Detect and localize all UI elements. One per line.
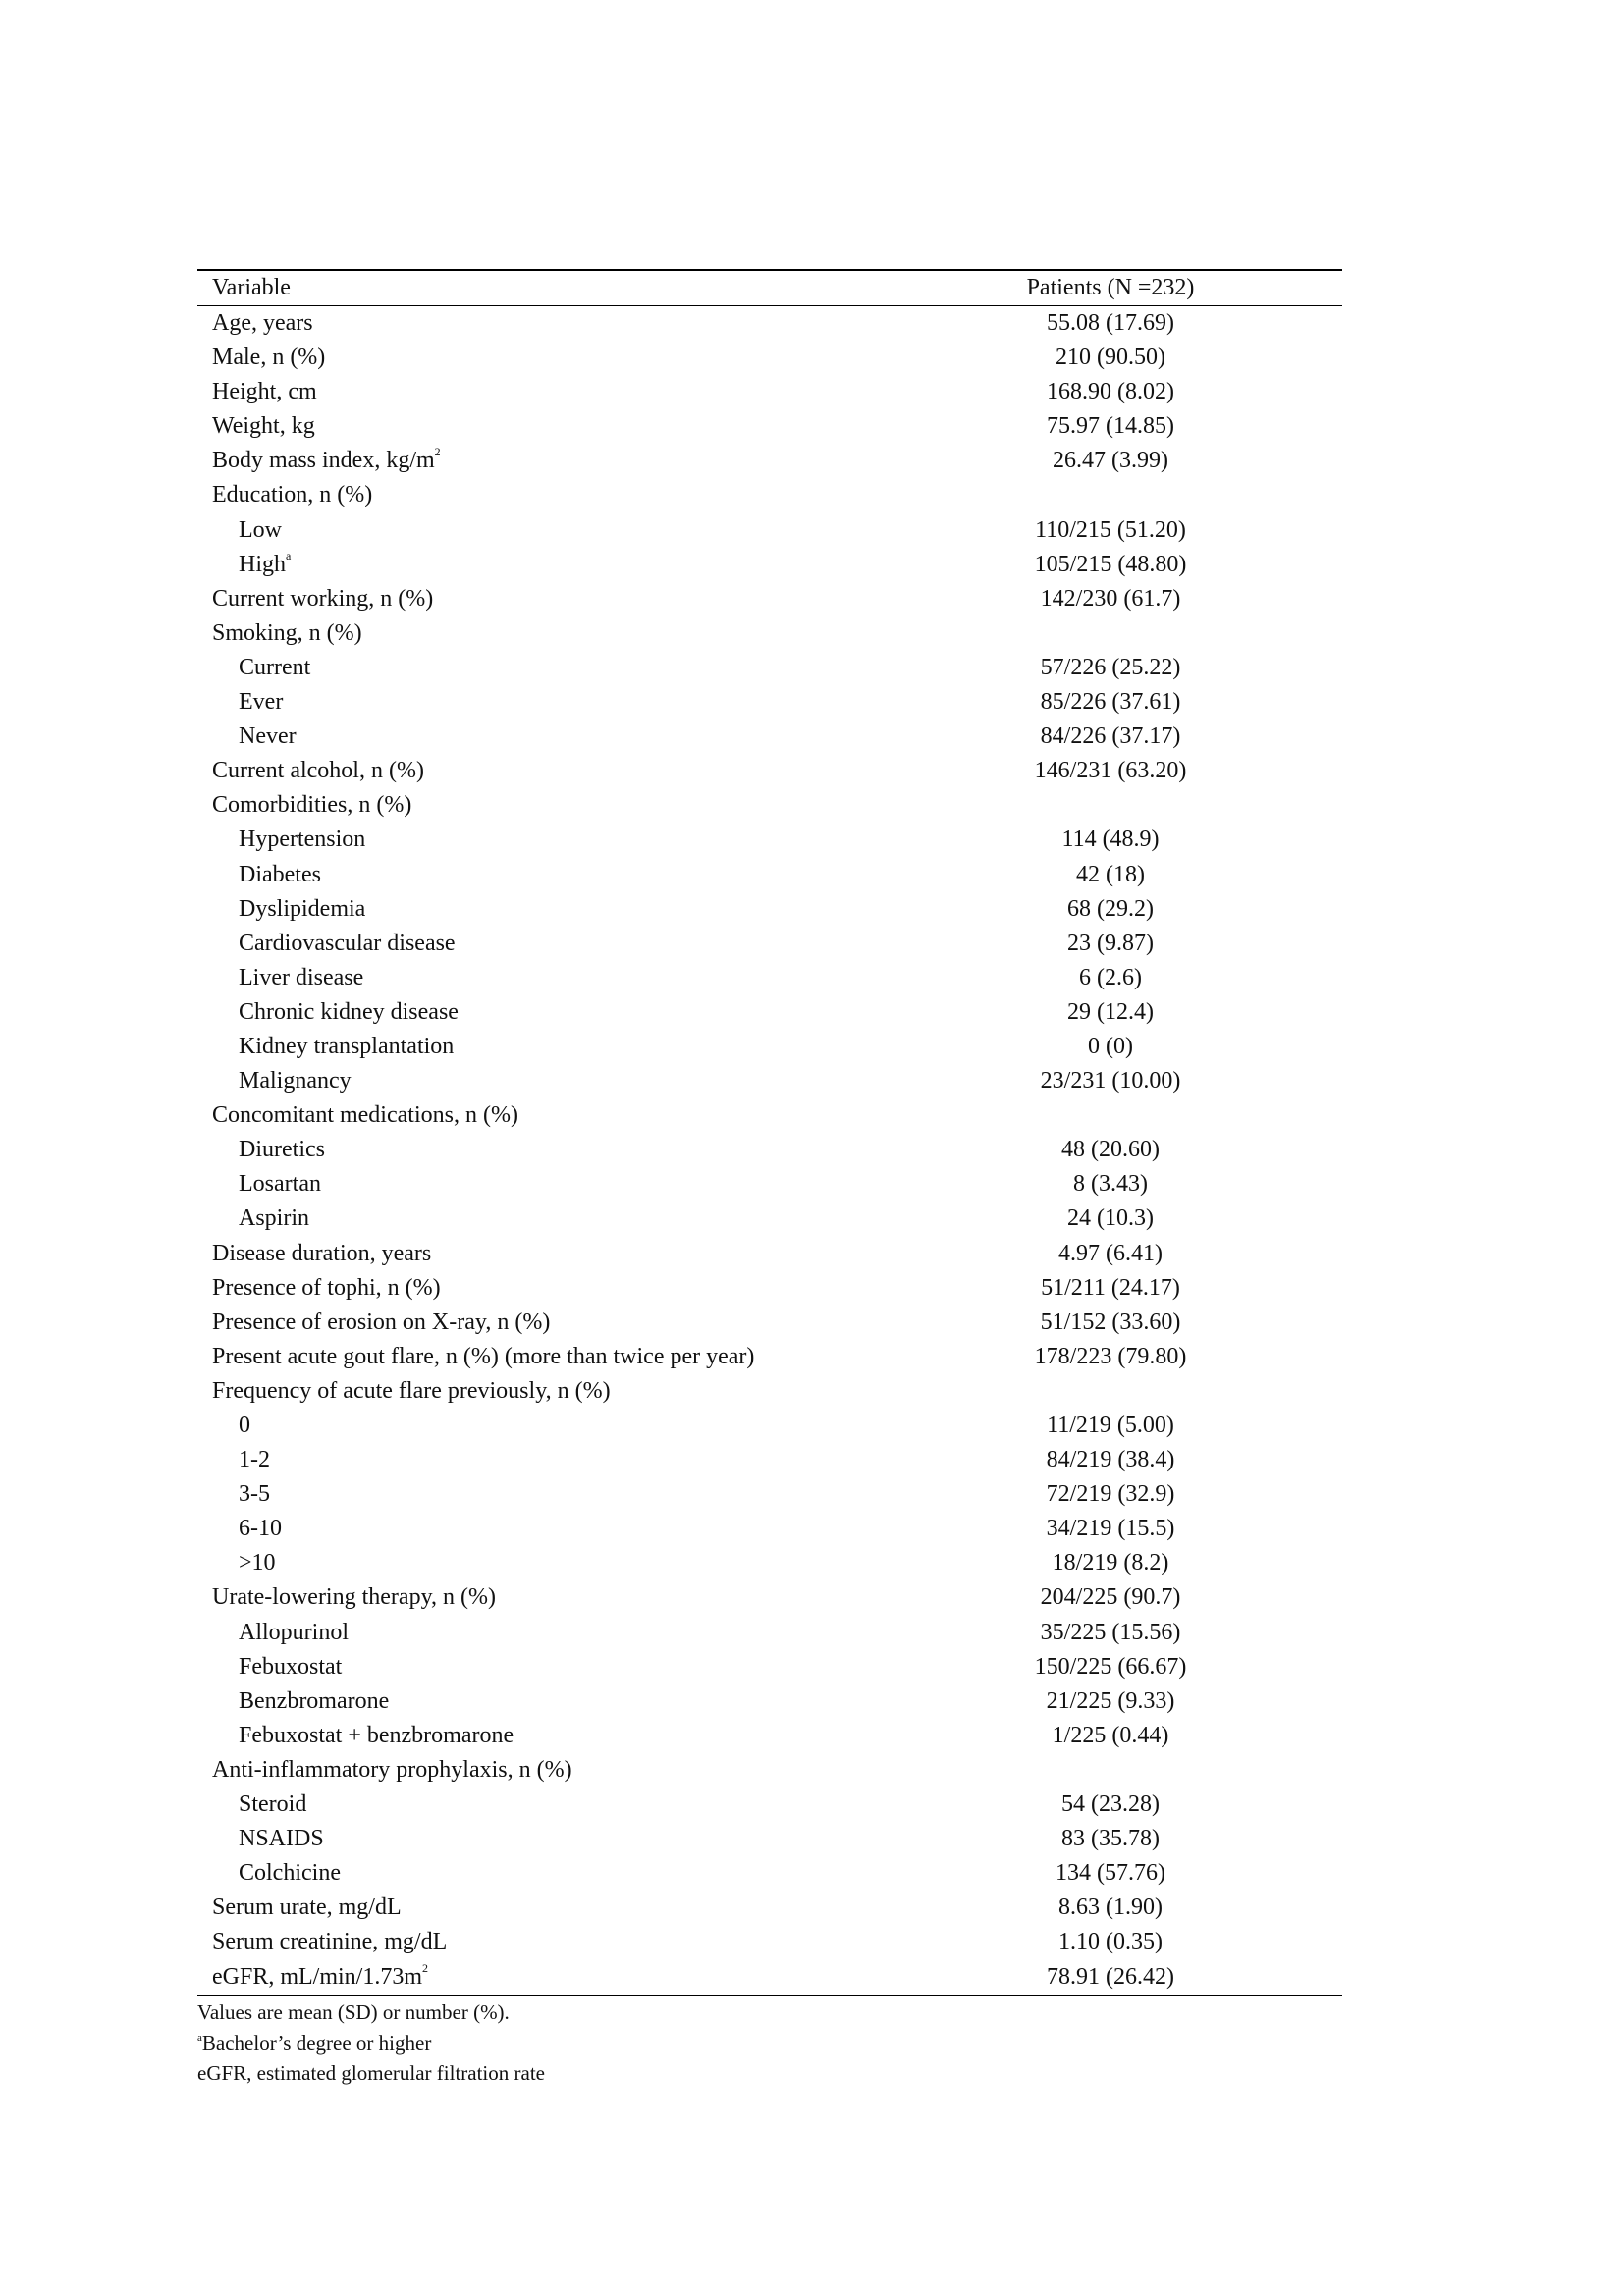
footnote [197, 2058, 545, 2089]
row-label-text: Diabetes [239, 861, 321, 887]
row-label [239, 1167, 321, 1201]
table-row [197, 375, 1342, 409]
row-label [239, 1477, 270, 1512]
row-label [212, 478, 372, 512]
row-label-text: Kidney transplantation [239, 1033, 455, 1059]
table-row [197, 1201, 1342, 1236]
row-label-text: Presence of erosion on X-ray, n (%) [212, 1308, 551, 1335]
row-label-text: Current alcohol, n (%) [212, 758, 424, 784]
table-row [197, 582, 1342, 616]
row-label [212, 1271, 441, 1306]
row-value: 110/215 (51.20) [1035, 516, 1186, 543]
row-label-text: Febuxostat [239, 1653, 343, 1680]
row-label [239, 1650, 342, 1684]
table-row [197, 685, 1342, 720]
row-label-superscript: 2 [434, 445, 441, 459]
row-label-text: 1-2 [239, 1447, 270, 1473]
row-label-text: Concomitant medications, n (%) [212, 1102, 518, 1129]
row-label-text: Current working, n (%) [212, 585, 434, 612]
row-label [239, 513, 282, 548]
row-label-text: Allopurinol [239, 1619, 349, 1645]
row-value: 84/219 (38.4) [1046, 1447, 1175, 1473]
row-label-superscript: a [286, 548, 292, 562]
row-value: 84/226 (37.17) [1040, 723, 1181, 750]
row-value: 134 (57.76) [1056, 1860, 1165, 1887]
row-label-text: 3-5 [239, 1481, 270, 1508]
row-label [239, 858, 321, 892]
row-label [212, 788, 411, 823]
table-row [197, 1374, 1342, 1409]
table-row [197, 1580, 1342, 1615]
row-label [239, 720, 297, 754]
row-label [212, 1580, 496, 1615]
table-row [197, 616, 1342, 651]
table-row [197, 513, 1342, 548]
row-value: 6 (2.6) [1079, 964, 1142, 990]
table-row [197, 1271, 1342, 1306]
header-variable: Variable [212, 275, 291, 300]
row-label-text: Low [239, 516, 282, 543]
footnote [197, 1998, 545, 2028]
table-row [197, 927, 1342, 961]
row-label [212, 444, 441, 478]
row-label [239, 1201, 309, 1236]
row-label-text: NSAIDS [239, 1826, 324, 1852]
row-value: 24 (10.3) [1067, 1205, 1154, 1232]
row-label [212, 1891, 402, 1925]
table-bottom-rule [197, 1995, 1342, 1996]
row-label [239, 961, 363, 995]
row-label [212, 375, 317, 409]
row-label-text: Anti-inflammatory prophylaxis, n (%) [212, 1756, 572, 1783]
table-row [197, 892, 1342, 927]
row-value: 54 (23.28) [1061, 1791, 1160, 1818]
row-label-text: Colchicine [239, 1860, 341, 1887]
row-label [239, 1546, 276, 1580]
row-value: 51/211 (24.17) [1041, 1274, 1180, 1301]
row-label [212, 1960, 428, 1995]
table-row [197, 1237, 1342, 1271]
row-value: 11/219 (5.00) [1047, 1413, 1174, 1438]
table-row [197, 1960, 1342, 1995]
row-value: 48 (20.60) [1061, 1137, 1160, 1163]
row-label [239, 1443, 270, 1477]
row-label [212, 1925, 447, 1959]
row-label-text: Body mass index, kg/m [212, 448, 435, 474]
row-label-text: Ever [239, 689, 284, 716]
table-row [197, 409, 1342, 444]
row-label-text: Disease duration, years [212, 1240, 432, 1266]
footnote-marker: a [197, 2032, 202, 2044]
table-row [197, 961, 1342, 995]
row-label-text: >10 [239, 1550, 276, 1576]
row-label [239, 1409, 250, 1443]
row-value: 21/225 (9.33) [1046, 1687, 1175, 1714]
table-row [197, 1719, 1342, 1753]
row-value: 1/225 (0.44) [1052, 1722, 1169, 1748]
table-row [197, 1616, 1342, 1650]
row-value: 105/215 (48.80) [1034, 551, 1187, 577]
row-label [239, 1133, 325, 1167]
row-label-text: Benzbromarone [239, 1687, 390, 1714]
row-label [212, 1374, 611, 1409]
row-label-text: Chronic kidney disease [239, 998, 459, 1025]
table-row [197, 1133, 1342, 1167]
row-value: 85/226 (37.61) [1040, 689, 1181, 716]
row-label [212, 1340, 754, 1374]
row-value: 57/226 (25.22) [1040, 654, 1181, 680]
row-label-text: 6-10 [239, 1516, 282, 1542]
table-row [197, 1477, 1342, 1512]
row-label-text: Dyslipidemia [239, 895, 366, 922]
row-label-text: Never [239, 723, 297, 750]
row-label-text: Malignancy [239, 1068, 352, 1095]
table-row [197, 306, 1342, 341]
table-row [197, 1684, 1342, 1719]
table-row [197, 858, 1342, 892]
row-value: 146/231 (63.20) [1034, 758, 1187, 784]
row-label-text: Aspirin [239, 1205, 309, 1232]
table-row [197, 1822, 1342, 1856]
row-value: 55.08 (17.69) [1047, 310, 1174, 336]
row-label-text: High [239, 551, 286, 577]
row-value: 23 (9.87) [1067, 930, 1154, 956]
baseline-characteristics-table [197, 269, 1342, 1996]
table-row [197, 1856, 1342, 1891]
row-label [212, 1098, 518, 1133]
table-footnotes [197, 1998, 545, 2089]
row-label [239, 1719, 514, 1753]
footnote-text: Values are mean (SD) or number (%). [197, 2001, 510, 2024]
row-value: 34/219 (15.5) [1046, 1516, 1175, 1542]
row-label [212, 1306, 550, 1340]
row-value: 51/152 (33.60) [1040, 1308, 1181, 1335]
row-value: 8.63 (1.90) [1058, 1895, 1163, 1921]
row-label [239, 685, 283, 720]
table-row [197, 1409, 1342, 1443]
table-row [197, 1306, 1342, 1340]
row-label [239, 1512, 282, 1546]
row-label [239, 823, 365, 857]
row-label [239, 1856, 341, 1891]
row-label-text: Liver disease [239, 964, 364, 990]
row-label-text: Serum urate, mg/dL [212, 1895, 402, 1921]
table-row [197, 720, 1342, 754]
row-label-text: Education, n (%) [212, 482, 373, 508]
table-row [197, 1546, 1342, 1580]
row-label [239, 1616, 349, 1650]
row-label-text: Comorbidities, n (%) [212, 792, 412, 819]
row-label-text: Serum creatinine, mg/dL [212, 1929, 448, 1955]
row-label-text: Male, n (%) [212, 345, 326, 371]
table-body [197, 306, 1342, 1995]
row-value: 42 (18) [1076, 861, 1145, 887]
row-label [212, 1753, 572, 1788]
row-value: 4.97 (6.41) [1058, 1240, 1163, 1266]
row-value: 168.90 (8.02) [1047, 379, 1174, 405]
table-row [197, 478, 1342, 512]
row-label [212, 1237, 431, 1271]
row-label-text: Cardiovascular disease [239, 930, 456, 956]
header-patients: Patients (N =232) [1026, 275, 1195, 300]
table-row [197, 1925, 1342, 1959]
row-value: 23/231 (10.00) [1040, 1068, 1181, 1095]
row-label-text: Losartan [239, 1171, 321, 1198]
row-label [239, 927, 456, 961]
row-label [212, 306, 313, 341]
footnote [197, 2028, 545, 2058]
row-label-text: Frequency of acute flare previously, n (%) [212, 1377, 611, 1404]
table-header-row [197, 271, 1342, 305]
table-row [197, 1788, 1342, 1822]
row-label [239, 892, 365, 927]
table-row [197, 1650, 1342, 1684]
row-value: 75.97 (14.85) [1047, 413, 1174, 440]
table-row [197, 341, 1342, 375]
row-label-text: Diuretics [239, 1137, 325, 1163]
table-row [197, 754, 1342, 788]
row-label-text: Urate-lowering therapy, n (%) [212, 1584, 496, 1611]
row-label [239, 1030, 454, 1064]
row-label [212, 341, 325, 375]
row-value: 83 (35.78) [1061, 1826, 1160, 1852]
row-label-text: Current [239, 654, 311, 680]
row-value: 0 (0) [1088, 1033, 1133, 1059]
row-value: 26.47 (3.99) [1053, 448, 1168, 474]
table-row [197, 1340, 1342, 1374]
row-label-superscript: 2 [422, 1960, 429, 1975]
table-row [197, 1753, 1342, 1788]
row-value: 8 (3.43) [1073, 1171, 1148, 1198]
row-label [239, 1684, 389, 1719]
table-row [197, 1064, 1342, 1098]
footnote-text: Bachelor’s degree or higher [201, 2031, 432, 2055]
row-label-text: Age, years [212, 310, 313, 336]
row-label [239, 1788, 306, 1822]
row-label-text: Hypertension [239, 827, 366, 853]
table-row [197, 1167, 1342, 1201]
table-row [197, 1030, 1342, 1064]
row-value: 204/225 (90.7) [1040, 1584, 1181, 1611]
row-label-text: Steroid [239, 1791, 307, 1818]
row-label-text: Present acute gout flare, n (%) (more than twice per year) [212, 1343, 755, 1369]
row-value: 72/219 (32.9) [1046, 1481, 1175, 1508]
table-row [197, 1443, 1342, 1477]
row-value: 18/219 (8.2) [1052, 1550, 1169, 1576]
row-label-text: Height, cm [212, 379, 317, 405]
row-label-text: eGFR, mL/min/1.73m [212, 1963, 423, 1990]
table-row [197, 1512, 1342, 1546]
row-label [239, 1822, 324, 1856]
row-value: 150/225 (66.67) [1034, 1653, 1187, 1680]
row-value: 142/230 (61.7) [1040, 585, 1181, 612]
row-label-text: Presence of tophi, n (%) [212, 1274, 441, 1301]
table-row [197, 1891, 1342, 1925]
row-label [212, 409, 315, 444]
row-value: 114 (48.9) [1061, 827, 1160, 853]
row-label [212, 582, 433, 616]
row-label [239, 651, 310, 685]
row-label-text: Febuxostat + benzbromarone [239, 1722, 514, 1748]
row-value: 178/223 (79.80) [1034, 1343, 1187, 1369]
row-label [239, 548, 291, 582]
row-label-text: 0 [239, 1413, 250, 1438]
row-label [239, 1064, 352, 1098]
row-value: 29 (12.4) [1067, 998, 1154, 1025]
table-row [197, 788, 1342, 823]
row-value: 78.91 (26.42) [1047, 1963, 1174, 1990]
row-label-text: Weight, kg [212, 413, 315, 440]
row-label [212, 754, 424, 788]
row-value: 35/225 (15.56) [1040, 1619, 1181, 1645]
row-value: 68 (29.2) [1067, 895, 1154, 922]
row-value: 1.10 (0.35) [1058, 1929, 1163, 1955]
table-row [197, 444, 1342, 478]
table-row [197, 995, 1342, 1030]
table-row [197, 548, 1342, 582]
row-label-text: Smoking, n (%) [212, 619, 362, 646]
table-row [197, 1098, 1342, 1133]
row-label [212, 616, 362, 651]
table-row [197, 823, 1342, 857]
row-value: 210 (90.50) [1056, 345, 1165, 371]
row-label [239, 995, 459, 1030]
table-row [197, 651, 1342, 685]
footnote-text: eGFR, estimated glomerular filtration rate [197, 2061, 545, 2085]
